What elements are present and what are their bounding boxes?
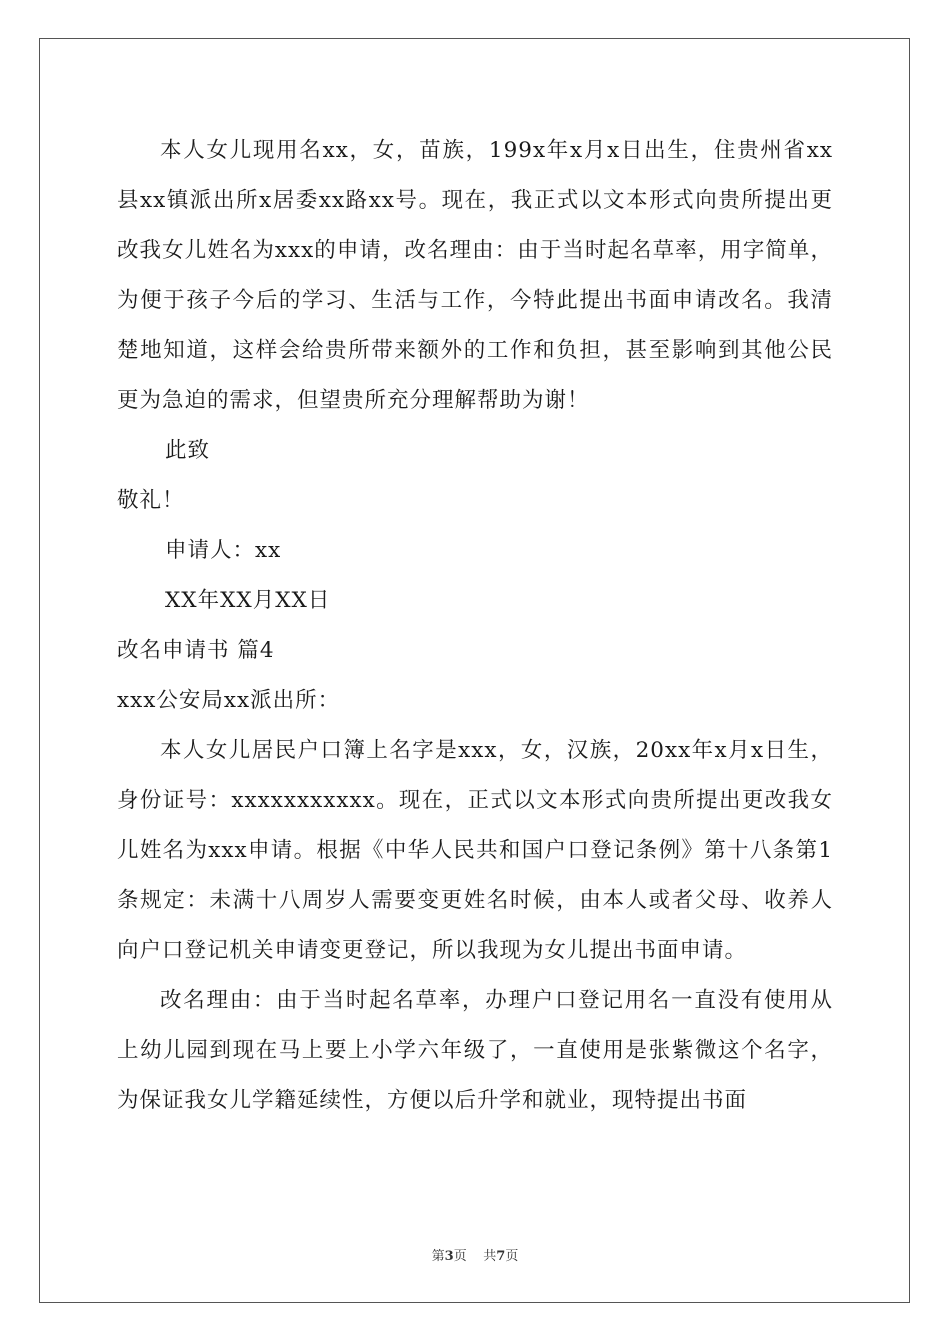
page-suffix: 页 bbox=[453, 1249, 467, 1264]
total-prefix: 共 bbox=[483, 1249, 497, 1264]
closing-regards: 敬礼！ bbox=[117, 488, 185, 513]
paragraph-2: 本人女儿居民户口簿上名字是xxx，女，汉族，20xx年x月x日生，身份证号：xxxxxxxxxxx。现在，正式以文本形式向贵所提出更改我女儿姓名为xxx申请。根据《中华人民共和国户口登记条例》第十八条第1条规定：未满十八周岁人需要变更姓名时候，由本人或者父母、收养人向户口登记机关申请变更登记，所以我现为女儿提出书面申请。 bbox=[117, 738, 833, 963]
current-page-number: 3 bbox=[444, 1249, 454, 1264]
date-line: XX年XX月XX日 bbox=[165, 588, 331, 613]
paragraph-1: 本人女儿现用名xx，女，苗族，199x年x月x日出生，住贵州省xx县xx镇派出所x居委xx路xx号。现在，我正式以文本形式向贵所提出更改我女儿姓名为xxx的申请，改名理由：由于当时起名草率，用字简单，为便于孩子今后的学习、生活与工作，今特此提出书面申请改名。我清楚地知道，这样会给贵所带来额外的工作和负担，甚至影响到其他公民更为急迫的需求，但望贵所充分理解帮助为谢！ bbox=[117, 138, 833, 413]
total-suffix: 页 bbox=[505, 1249, 519, 1264]
applicant-line: 申请人：xx bbox=[165, 538, 282, 563]
addressee-line: xxx公安局xx派出所： bbox=[117, 688, 341, 713]
page-prefix: 第 bbox=[431, 1249, 445, 1264]
closing-salutation: 此致 bbox=[165, 438, 211, 463]
section-title: 改名申请书 篇4 bbox=[117, 638, 275, 663]
paragraph-3: 改名理由：由于当时起名草率，办理户口登记用名一直没有使用从上幼儿园到现在马上要上小学六年级了，一直使用是张紫微这个名字，为保证我女儿学籍延续性，方便以后升学和就业，现特提出书面 bbox=[117, 988, 833, 1113]
page-footer bbox=[0, 1245, 950, 1264]
document-body bbox=[117, 126, 833, 1126]
total-page-number: 7 bbox=[496, 1249, 506, 1264]
